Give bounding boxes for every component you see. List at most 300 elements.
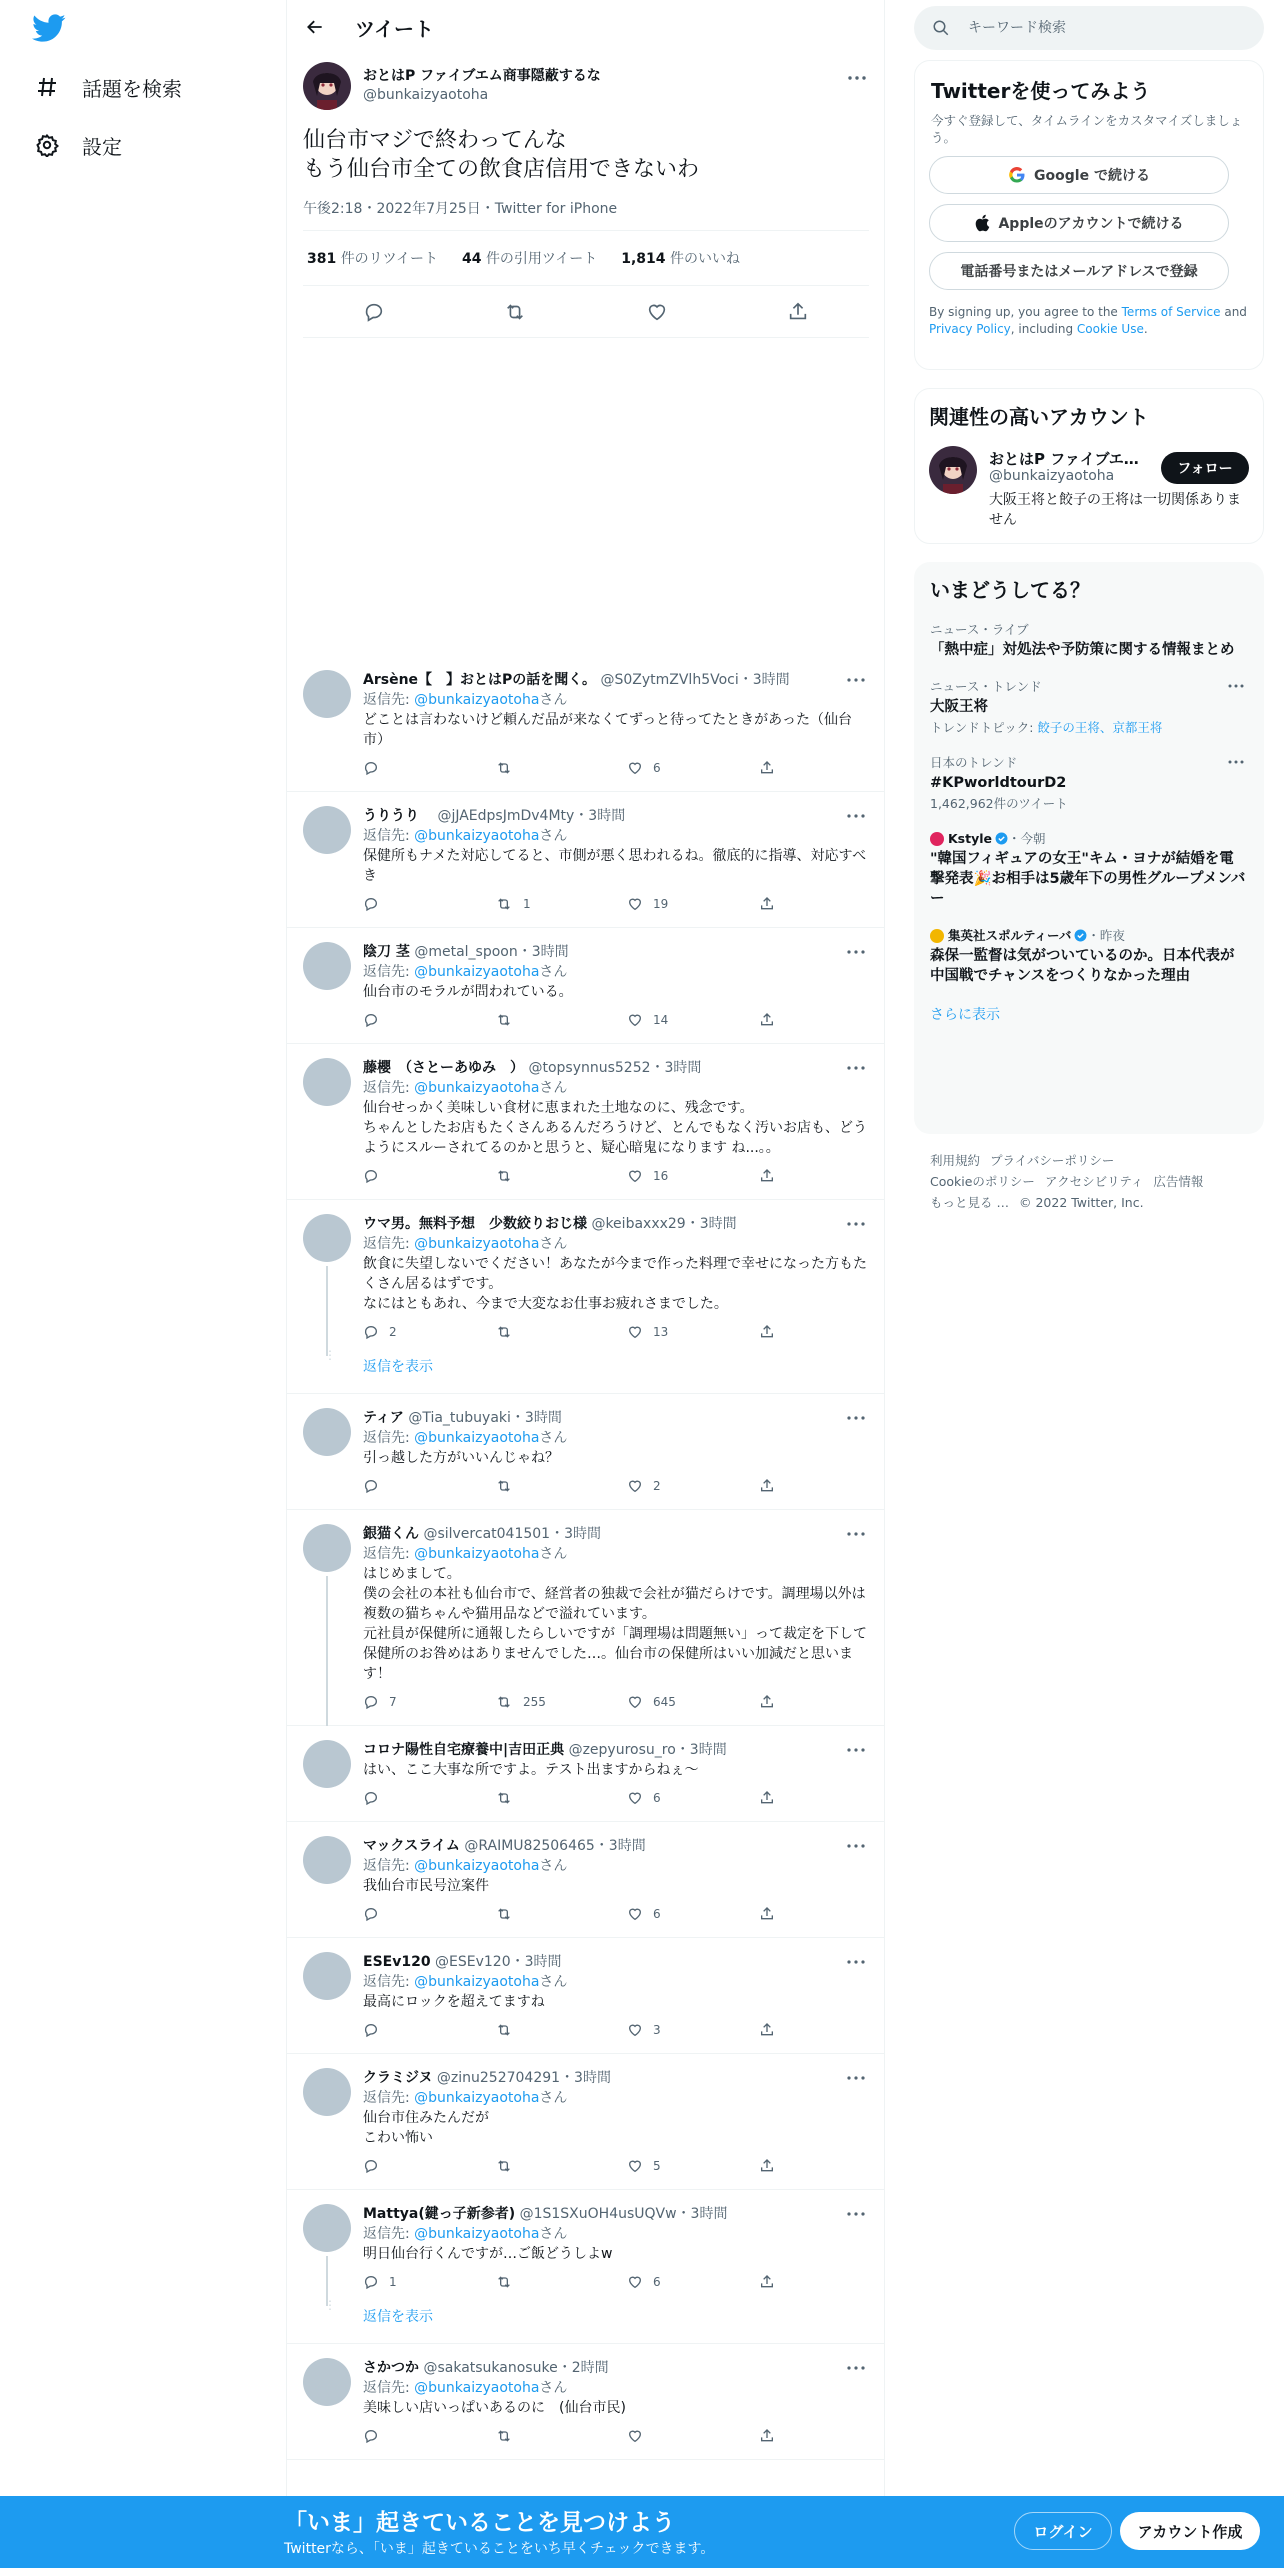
reply-time[interactable]: ・3時間 <box>676 2206 728 2222</box>
terms-text: and <box>1220 305 1247 319</box>
reply-to-suffix: さん <box>539 964 568 980</box>
signup-button[interactable]: アカウント作成 <box>1120 2512 1260 2550</box>
like-button[interactable] <box>627 1166 759 1186</box>
footer-links <box>930 1150 1250 1213</box>
main-tweet <box>303 62 869 267</box>
reply-author-handle[interactable]: @silvercat041501 <box>423 1526 551 1542</box>
trend-category: ニュース・ライブ <box>930 622 1029 637</box>
reply-to-link[interactable]: @bunkaizyaotoha <box>414 2380 540 2396</box>
reply-icon <box>363 760 389 776</box>
trend-topic-links[interactable]: 餃子の王将、京都王将 <box>1037 720 1163 735</box>
related-account[interactable] <box>929 446 1249 536</box>
like-button[interactable] <box>627 2020 759 2040</box>
reply-author-name[interactable]: 陰刀 茎 <box>363 944 410 960</box>
trend-sub-prefix: トレンドトピック: <box>930 720 1038 735</box>
reply-to-link[interactable]: @bunkaizyaotoha <box>414 1236 540 1252</box>
retweet-icon <box>495 1906 523 1922</box>
reply-button[interactable] <box>363 758 495 778</box>
footer-more-link[interactable]: もっと見る … <box>930 1195 1009 1210</box>
retweet-button[interactable] <box>495 1692 627 1712</box>
reply-text: はい、ここ大事な所ですよ。テスト出ますからねぇ〜 <box>363 1762 699 1778</box>
reply-author-name[interactable]: ESEv120 <box>363 1954 431 1970</box>
like-icon <box>627 760 653 776</box>
like-button[interactable] <box>627 1322 759 1342</box>
footer-link[interactable]: プライバシーポリシー <box>990 1153 1115 1168</box>
reply-to-link[interactable]: @bunkaizyaotoha <box>414 1974 540 1990</box>
more-icon[interactable] <box>844 1408 868 1428</box>
share-button[interactable] <box>759 1788 783 1808</box>
avatar[interactable] <box>303 1058 351 1106</box>
more-icon[interactable] <box>844 670 868 690</box>
reply-to-suffix: さん <box>539 1974 568 1990</box>
page-title: ツイート <box>355 16 434 41</box>
reply-to <box>363 690 868 710</box>
reply-to-link[interactable]: @bunkaizyaotoha <box>414 1858 540 1874</box>
more-icon[interactable] <box>845 66 869 90</box>
related-handle[interactable]: @bunkaizyaotoha <box>989 468 1115 484</box>
avatar[interactable] <box>303 670 351 718</box>
trends-card <box>914 562 1264 1134</box>
more-icon[interactable] <box>1224 754 1248 770</box>
share-icon <box>759 1012 785 1028</box>
nav-explore[interactable] <box>32 67 182 107</box>
like-button[interactable] <box>627 894 759 914</box>
apple-signup-button[interactable] <box>929 204 1229 242</box>
retweet-button[interactable] <box>495 1904 627 1924</box>
reply-tweet[interactable] <box>287 1938 884 2054</box>
share-icon <box>759 2158 785 2174</box>
share-icon <box>759 2274 785 2290</box>
avatar[interactable] <box>303 1836 351 1884</box>
see-more-link[interactable]: さらに表示 <box>930 1007 1000 1023</box>
reply-author-handle[interactable]: @keibaxxx29 <box>591 1216 686 1232</box>
retweet-count: 1 <box>523 897 531 911</box>
reply-to-prefix: 返信先: <box>363 1430 415 1446</box>
thread-line <box>326 1576 328 1726</box>
left-nav <box>0 0 286 2568</box>
share-button[interactable] <box>759 894 783 914</box>
thread-line <box>326 1266 328 1356</box>
avatar[interactable] <box>303 1408 351 1456</box>
avatar[interactable] <box>303 2068 351 2116</box>
more-icon[interactable] <box>844 1740 868 1760</box>
retweet-count: 255 <box>523 1695 546 1709</box>
like-icon <box>627 1790 653 1806</box>
reply-button[interactable] <box>363 2020 495 2040</box>
like-icon <box>627 1478 653 1494</box>
signup-title: Twitterを使ってみよう <box>931 79 1151 103</box>
like-count: 16 <box>653 1169 669 1183</box>
share-button[interactable] <box>759 2426 783 2446</box>
avatar[interactable] <box>303 942 351 990</box>
share-button[interactable] <box>759 1904 783 1924</box>
share-button[interactable] <box>759 758 783 778</box>
reply-button[interactable] <box>363 2426 495 2446</box>
reply-to-link[interactable]: @bunkaizyaotoha <box>414 692 540 708</box>
reply-author-name[interactable]: ウマ男。無料予想 少数絞りおじ様 <box>363 1216 587 1232</box>
reply-actions <box>363 2426 783 2446</box>
reply-author-name[interactable]: クラミジヌ <box>363 2070 433 2086</box>
share-icon <box>759 1694 785 1710</box>
more-icon[interactable] <box>844 1952 868 1972</box>
trend-title: 大阪王将 <box>930 699 988 715</box>
follow-button[interactable]: フォロー <box>1161 452 1249 484</box>
nav-settings-label: 設定 <box>82 134 122 159</box>
avatar[interactable] <box>303 62 351 110</box>
signup-terms <box>929 304 1249 338</box>
reply-tweet[interactable] <box>287 792 884 928</box>
retweet-icon[interactable] <box>497 294 533 330</box>
reply-actions <box>363 1476 783 1496</box>
retweet-icon <box>495 1694 523 1710</box>
reply-author-handle[interactable]: @metal_spoon <box>414 944 518 960</box>
reply-to-prefix: 返信先: <box>363 1858 415 1874</box>
more-icon[interactable] <box>844 1524 868 1544</box>
reply-button[interactable] <box>363 2156 495 2176</box>
reply-count: 1 <box>389 2275 397 2289</box>
reply-author-handle[interactable]: @zinu252704291 <box>436 2070 561 2086</box>
like-count: 6 <box>653 1907 661 1921</box>
retweet-button[interactable] <box>495 1010 627 1030</box>
retweet-icon <box>495 1012 523 1028</box>
thread-dots: ⋮ <box>324 2298 336 2312</box>
reply-time[interactable]: ・3時間 <box>675 1742 727 1758</box>
reply-tweet[interactable] <box>287 2344 884 2460</box>
google-signup-button[interactable] <box>929 156 1229 194</box>
reply-author-handle[interactable]: @topsynnus5252 <box>528 1060 651 1076</box>
reply-icon <box>363 1906 389 1922</box>
reply-time[interactable]: ・3時間 <box>594 1838 646 1854</box>
share-button[interactable] <box>759 2020 783 2040</box>
like-button[interactable] <box>627 1788 759 1808</box>
like-count: 3 <box>653 2023 661 2037</box>
trend-source: Kstyle <box>948 831 993 846</box>
search-bar[interactable] <box>914 6 1264 50</box>
avatar[interactable] <box>303 1952 351 2000</box>
reply-to <box>363 2088 868 2108</box>
reply-to <box>363 826 868 846</box>
retweet-button[interactable] <box>495 1166 627 1186</box>
share-button[interactable] <box>759 2272 783 2292</box>
avatar[interactable] <box>303 1214 351 1262</box>
reply-text: 我仙台市民号泣案件 <box>363 1878 489 1894</box>
reply-tweet[interactable] <box>287 2190 884 2344</box>
reply-button[interactable] <box>363 1904 495 1924</box>
privacy-policy-link[interactable]: Privacy Policy <box>929 322 1011 336</box>
reply-to-link[interactable]: @bunkaizyaotoha <box>414 2226 540 2242</box>
share-icon[interactable] <box>780 294 816 330</box>
reply-to-prefix: 返信先: <box>363 2226 415 2242</box>
footer-link[interactable]: 広告情報 <box>1153 1174 1204 1189</box>
reply-author-handle[interactable]: @S0ZytmZVlh5Voci <box>600 672 739 688</box>
copyright: © 2022 Twitter, Inc. <box>1018 1195 1144 1210</box>
reply-tweet[interactable] <box>287 1726 884 1822</box>
reply-author-handle[interactable]: @1S1SXuOH4usUQVw <box>519 2206 677 2222</box>
terms-text: , including <box>1010 322 1077 336</box>
avatar[interactable] <box>303 2358 351 2406</box>
author-name[interactable]: おとはP ファイブエム商事隠蔽するな <box>363 68 601 84</box>
avatar[interactable] <box>303 1740 351 1788</box>
retweet-button[interactable] <box>495 2272 627 2292</box>
trend-item[interactable] <box>930 621 1248 660</box>
reply-actions <box>363 1166 783 1186</box>
reply-to-prefix: 返信先: <box>363 692 415 708</box>
share-icon <box>759 1790 785 1806</box>
reply-actions <box>363 2020 783 2040</box>
share-button[interactable] <box>759 1010 783 1030</box>
share-button[interactable] <box>759 1692 783 1712</box>
terms-of-service-link[interactable]: Terms of Service <box>1121 305 1221 319</box>
related-accounts-card <box>914 388 1264 544</box>
trend-title: 「熱中症」対処法や予防策に関する情報まとめ <box>930 642 1235 658</box>
reply-button[interactable] <box>363 1692 495 1712</box>
like-button[interactable] <box>627 1010 759 1030</box>
reply-author-handle[interactable]: @Tia_tubuyaki <box>408 1410 511 1426</box>
reply-tweet[interactable] <box>287 1044 884 1200</box>
share-button[interactable] <box>759 1322 783 1342</box>
reply-author-handle[interactable]: @RAIMU82506465 <box>464 1838 595 1854</box>
reply-author-name[interactable]: コロナ陽性自宅療養中|吉田正典 <box>363 1742 565 1758</box>
reply-author-name[interactable]: 藤櫻 （さとーあゆみ ） <box>363 1060 524 1076</box>
reply-author-handle[interactable]: @sakatsukanosuke <box>423 2360 558 2376</box>
reply-to <box>363 1078 868 1098</box>
reply-text: 引っ越した方がいいんじゃね？ <box>363 1450 559 1466</box>
reply-to-link[interactable]: @bunkaizyaotoha <box>414 1080 540 1096</box>
nav-explore-label: 話題を検索 <box>82 76 182 101</box>
retweet-button[interactable] <box>495 1322 627 1342</box>
share-button[interactable] <box>759 2156 783 2176</box>
reply-author-name[interactable]: うりうり <box>363 808 433 824</box>
like-icon <box>627 1012 653 1028</box>
reply-count: 7 <box>389 1695 397 1709</box>
like-button[interactable] <box>627 2426 759 2446</box>
trend-item[interactable] <box>930 927 1248 986</box>
trend-subtitle: 1,462,962件のツイート <box>930 796 1068 811</box>
avatar[interactable] <box>303 806 351 854</box>
back-arrow-icon[interactable] <box>297 9 333 45</box>
retweet-stat[interactable] <box>307 248 438 268</box>
retweet-icon <box>495 2274 523 2290</box>
more-icon[interactable] <box>844 2204 868 2224</box>
reply-icon <box>363 2274 389 2290</box>
share-icon <box>759 1906 785 1922</box>
reply-author-name[interactable]: Arsène【 】おとはPの話を聞く。 <box>363 672 597 688</box>
reply-text: どことは言わないけど頼んだ品が来なくてずっと待ってたときがあった（仙台市） <box>363 712 853 748</box>
cookie-use-link[interactable]: Cookie Use <box>1076 322 1144 336</box>
reply-author-name[interactable]: マックスライム <box>363 1838 460 1854</box>
reply-author-name[interactable]: 銀猫くん <box>363 1526 419 1542</box>
trend-item[interactable] <box>930 754 1248 812</box>
footer-link[interactable]: アクセシビリティ <box>1044 1174 1144 1189</box>
reply-tweet[interactable] <box>287 1394 884 1510</box>
avatar[interactable] <box>303 1524 351 1572</box>
reply-button[interactable] <box>363 1322 495 1342</box>
reply-to-suffix: さん <box>539 1080 568 1096</box>
retweet-button[interactable] <box>495 2426 627 2446</box>
phone-signup-label: 電話番号またはメールアドレスで登録 <box>960 264 1198 280</box>
related-name[interactable]: おとはP ファイブエ… <box>989 450 1139 468</box>
reply-tweet[interactable] <box>287 928 884 1044</box>
avatar[interactable] <box>303 2204 351 2252</box>
like-button[interactable] <box>627 758 759 778</box>
reply-tweet[interactable] <box>287 1200 884 1394</box>
trend-item[interactable] <box>930 678 1248 736</box>
reply-time[interactable]: ・3時間 <box>510 1954 562 1970</box>
reply-author-handle[interactable]: @zepyurosu_ro <box>568 1742 676 1758</box>
reply-icon <box>363 1168 389 1184</box>
retweet-icon <box>495 896 523 912</box>
reply-author-name[interactable]: ティア <box>363 1410 404 1426</box>
reply-tweet[interactable] <box>287 2054 884 2190</box>
retweet-button[interactable] <box>495 894 627 914</box>
reply-time[interactable]: ・3時間 <box>685 1216 737 1232</box>
footer-link[interactable]: 利用規約 <box>930 1153 981 1168</box>
more-icon[interactable] <box>844 1214 868 1234</box>
reply-actions <box>363 2156 783 2176</box>
retweet-button[interactable] <box>495 758 627 778</box>
reply-to-link[interactable]: @bunkaizyaotoha <box>414 828 540 844</box>
more-icon[interactable] <box>844 1836 868 1856</box>
reply-button[interactable] <box>363 1788 495 1808</box>
share-button[interactable] <box>759 1476 783 1496</box>
like-count: 14 <box>653 1013 669 1027</box>
trend-title: #KPworldtourD2 <box>930 775 1067 791</box>
reply-to-link[interactable]: @bunkaizyaotoha <box>414 2090 540 2106</box>
reply-icon <box>363 1012 389 1028</box>
reply-tweet[interactable] <box>287 1510 884 1726</box>
reply-text: 仙台市住みたんだが こわい怖い <box>363 2110 489 2146</box>
more-icon[interactable] <box>844 2358 868 2378</box>
reply-button[interactable] <box>363 2272 495 2292</box>
like-stat[interactable] <box>621 248 740 268</box>
reply-actions <box>363 758 783 778</box>
reply-to-link[interactable]: @bunkaizyaotoha <box>414 964 540 980</box>
reply-time[interactable]: ・3時間 <box>738 672 790 688</box>
retweet-icon <box>495 1324 523 1340</box>
apple-signup-label: Appleのアカウントで続ける <box>998 216 1184 232</box>
like-icon <box>627 2428 653 2444</box>
retweet-button[interactable] <box>495 2020 627 2040</box>
like-button[interactable] <box>627 1904 759 1924</box>
retweet-button[interactable] <box>495 1476 627 1496</box>
reply-button[interactable] <box>363 1166 495 1186</box>
like-icon[interactable] <box>639 294 675 330</box>
trend-category: 日本のトレンド <box>930 755 1018 770</box>
reply-time[interactable]: ・3時間 <box>550 1526 602 1542</box>
tweet-text: 仙台市マジで終わってんな もう仙台市全ての飲食店信用できないわ <box>303 128 700 182</box>
reply-time[interactable]: ・2時間 <box>557 2360 609 2376</box>
retweet-icon <box>495 2158 523 2174</box>
reply-to <box>363 1428 868 1448</box>
reply-tweet[interactable] <box>287 656 884 792</box>
like-icon <box>627 1168 653 1184</box>
search-input[interactable] <box>968 20 1228 36</box>
retweet-icon <box>495 760 523 776</box>
like-icon <box>627 1324 653 1340</box>
share-button[interactable] <box>759 1166 783 1186</box>
verified-badge-icon <box>995 832 1008 845</box>
more-icon[interactable] <box>1224 678 1248 694</box>
twitter-logo-icon[interactable] <box>32 14 66 44</box>
reply-icon <box>363 1694 389 1710</box>
reply-to-suffix: さん <box>539 1430 568 1446</box>
like-icon <box>627 2022 653 2038</box>
bottom-signup-bar <box>0 2496 1284 2568</box>
reply-to-suffix: さん <box>539 692 568 708</box>
reply-author-name[interactable]: さかつか <box>363 2360 419 2376</box>
reply-to <box>363 1544 868 1564</box>
reply-icon <box>363 2022 389 2038</box>
reply-time[interactable]: ・3時間 <box>560 2070 611 2086</box>
like-count: 6 <box>653 761 661 775</box>
like-stat-label: 件のいいね <box>670 251 740 267</box>
quote-count: 44 <box>462 251 482 267</box>
login-button[interactable]: ログイン <box>1014 2512 1112 2550</box>
reply-author-handle[interactable]: @ESEv120 <box>435 1954 511 1970</box>
nav-settings[interactable] <box>32 125 122 165</box>
like-count: 1,814 <box>621 251 666 267</box>
like-button[interactable] <box>627 1476 759 1496</box>
footer-link[interactable]: Cookieのポリシー <box>930 1174 1035 1189</box>
reply-author-handle[interactable]: @jJAEdpsJmDv4Mty <box>437 808 575 824</box>
like-button[interactable] <box>627 2156 759 2176</box>
like-icon <box>627 1906 653 1922</box>
phone-signup-button[interactable] <box>929 252 1229 290</box>
more-icon[interactable] <box>844 806 868 826</box>
reply-tweet[interactable] <box>287 1822 884 1938</box>
like-icon <box>627 896 653 912</box>
more-icon[interactable] <box>844 942 868 962</box>
trend-item[interactable] <box>930 830 1248 909</box>
like-button[interactable] <box>627 1692 759 1712</box>
apple-icon <box>974 214 990 232</box>
more-icon[interactable] <box>844 1058 868 1078</box>
trend-time: ・昨夜 <box>1087 928 1125 943</box>
reply-time[interactable]: ・3時間 <box>574 808 626 824</box>
trend-title: "韓国フィギュアの女王"キム・ヨナが結婚を電撃発表🎉お相手は5歳年下の男性グループメンバー <box>930 851 1246 907</box>
show-replies-link[interactable]: 返信を表示 <box>363 2309 433 2325</box>
search-icon <box>932 19 950 37</box>
avatar[interactable] <box>929 446 977 494</box>
reply-button[interactable] <box>363 1476 495 1496</box>
reply-text: 仙台せっかく美味しい食材に恵まれた土地なのに、残念です。 ちゃんとしたお店もたくさんあるんだろうけど、とんでもなく汚いお店も、どうようにスルーされてるのかと思うと、疑心暗鬼になります ね...。。 <box>363 1100 867 1156</box>
reply-to-link[interactable]: @bunkaizyaotoha <box>414 1546 540 1562</box>
reply-button[interactable] <box>363 1010 495 1030</box>
reply-to-suffix: さん <box>539 828 568 844</box>
reply-icon[interactable] <box>356 294 392 330</box>
retweet-button[interactable] <box>495 2156 627 2176</box>
like-button[interactable] <box>627 2272 759 2292</box>
author-handle[interactable]: @bunkaizyaotoha <box>363 87 489 103</box>
reply-time[interactable]: ・3時間 <box>517 944 569 960</box>
reply-text: 美味しい店いっぱいあるのに (仙台市民) <box>363 2400 626 2416</box>
tweet-timestamp[interactable]: 午後2:18・2022年7月25日・Twitter for iPhone <box>303 201 618 217</box>
show-replies-link[interactable]: 返信を表示 <box>363 1359 433 1375</box>
like-count: 6 <box>653 2275 661 2289</box>
reply-time[interactable]: ・3時間 <box>650 1060 702 1076</box>
reply-to-link[interactable]: @bunkaizyaotoha <box>414 1430 540 1446</box>
reply-text: はじめまして。 僕の会社の本社も仙台市で、経営者の独裁で会社が猫だらけです。調理場以外は複数の猫ちゃんや猫用品などで溢れています。 元社員が保健所に通報したらしいですが「調理場は問題無い」って裁定を下して保健所のお咎めはありませんでした…。仙台市の保健所はいい加減だと思います！ <box>363 1566 867 1682</box>
reply-author-name[interactable]: Mattya(鍵っ子新参者) <box>363 2206 516 2222</box>
reply-button[interactable] <box>363 894 495 914</box>
retweet-icon <box>495 2022 523 2038</box>
quote-stat[interactable] <box>462 248 597 268</box>
reply-to-prefix: 返信先: <box>363 1080 415 1096</box>
retweet-button[interactable] <box>495 1788 627 1808</box>
more-icon[interactable] <box>844 2068 868 2088</box>
reply-text: 最高にロックを超えてますね <box>363 1994 545 2010</box>
reply-time[interactable]: ・3時間 <box>510 1410 562 1426</box>
